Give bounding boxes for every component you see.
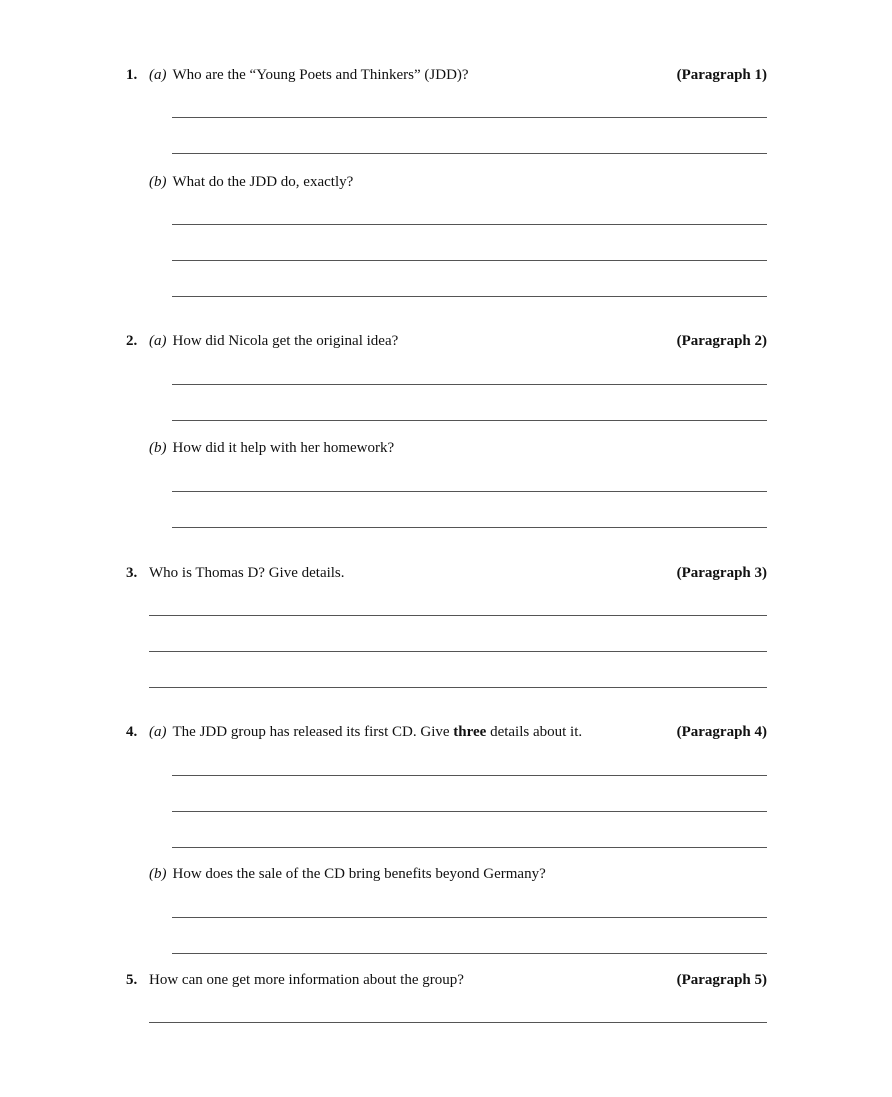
question-number: 5. — [126, 972, 138, 988]
part-text: How did it help with her homework? — [172, 440, 395, 456]
question-text — [149, 332, 398, 350]
question-text — [149, 66, 469, 84]
answer-line[interactable] — [172, 491, 767, 492]
answer-line[interactable] — [149, 687, 767, 688]
part-text: How does the sale of the CD bring benefits beyond Germany? — [172, 866, 546, 882]
paragraph-reference: (Paragraph 3) — [676, 565, 767, 581]
paragraph-reference: (Paragraph 5) — [676, 972, 767, 988]
answer-line[interactable] — [172, 224, 767, 225]
part-text: Who are the “Young Poets and Thinkers” (JDD)? — [172, 67, 469, 83]
answer-line[interactable] — [149, 615, 767, 616]
question-text — [149, 439, 394, 457]
answer-line[interactable] — [172, 847, 767, 848]
question-number: 2. — [126, 333, 138, 349]
answer-line[interactable] — [172, 527, 767, 528]
part-label: (b) — [149, 440, 167, 456]
part-label: (a) — [149, 724, 167, 740]
answer-line[interactable] — [172, 811, 767, 812]
question-text — [149, 723, 582, 741]
question-number: 4. — [126, 724, 138, 740]
part-label: (a) — [149, 333, 167, 349]
answer-line[interactable] — [172, 117, 767, 118]
question-text: Who is Thomas D? Give details. — [149, 565, 345, 581]
answer-line[interactable] — [172, 296, 767, 297]
part-text: How did Nicola get the original idea? — [172, 333, 399, 349]
answer-line[interactable] — [172, 775, 767, 776]
answer-line[interactable] — [172, 953, 767, 954]
question-number: 3. — [126, 565, 138, 581]
part-text: The JDD group has released its first CD. Give — [172, 724, 454, 740]
emphasis-text: three — [453, 724, 487, 740]
question-text: How can one get more information about the group? — [149, 972, 464, 988]
part-text: details about it. — [486, 724, 583, 740]
part-text: What do the JDD do, exactly? — [172, 174, 354, 190]
paragraph-reference: (Paragraph 1) — [676, 67, 767, 83]
answer-line[interactable] — [172, 420, 767, 421]
answer-line[interactable] — [149, 651, 767, 652]
paragraph-reference: (Paragraph 2) — [676, 333, 767, 349]
question-text — [149, 173, 353, 191]
part-label: (b) — [149, 866, 167, 882]
question-number: 1. — [126, 67, 138, 83]
answer-line[interactable] — [172, 917, 767, 918]
answer-line[interactable] — [172, 153, 767, 154]
part-label: (a) — [149, 67, 167, 83]
answer-line[interactable] — [172, 384, 767, 385]
question-text — [149, 865, 546, 883]
part-label: (b) — [149, 174, 167, 190]
answer-line[interactable] — [172, 260, 767, 261]
paragraph-reference: (Paragraph 4) — [676, 724, 767, 740]
answer-line[interactable] — [149, 1022, 767, 1023]
